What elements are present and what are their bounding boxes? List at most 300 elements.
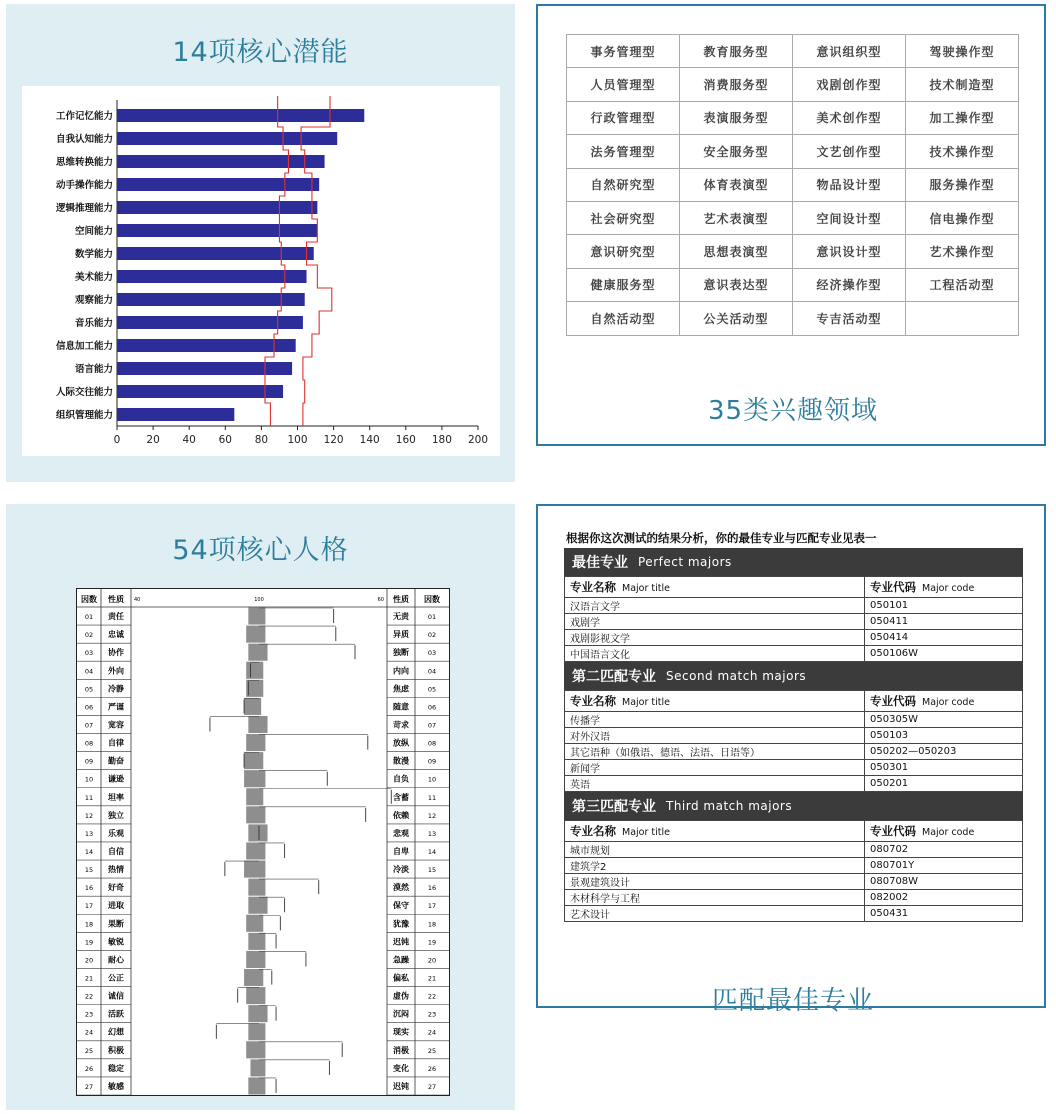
interest-cell: 安全服务型 bbox=[680, 135, 793, 168]
interest-cell: 驾驶操作型 bbox=[906, 35, 1019, 68]
factor-no-right: 18 bbox=[427, 920, 437, 929]
factor-no-right: 16 bbox=[427, 884, 437, 893]
trait-left-label: 稳定 bbox=[108, 1063, 124, 1073]
trait-left-label: 忠诚 bbox=[108, 630, 124, 640]
col-name-label: 专业名称 bbox=[570, 824, 616, 838]
trait-right-label: 保守 bbox=[393, 901, 409, 911]
trait-left-label: 幻想 bbox=[108, 1027, 124, 1037]
majors-tables bbox=[564, 548, 1023, 922]
x-tick-label: 60 bbox=[218, 434, 232, 446]
interest-row bbox=[567, 302, 1019, 335]
major-row bbox=[565, 728, 1023, 744]
trait-right-label: 迟钝 bbox=[393, 1081, 409, 1091]
major-row bbox=[565, 744, 1023, 760]
col-code-label-en: Major code bbox=[922, 827, 975, 838]
majors-title: 匹配最佳专业 bbox=[711, 986, 874, 1016]
major-code: 050414 bbox=[865, 630, 1023, 646]
col-name-header bbox=[565, 821, 865, 842]
major-name: 艺术设计 bbox=[565, 906, 865, 922]
trait-left-label: 公正 bbox=[108, 973, 124, 983]
trait-right-label: 含蓄 bbox=[393, 792, 409, 802]
factor-no-left: 18 bbox=[84, 920, 94, 929]
norm-band bbox=[244, 770, 265, 787]
interest-table bbox=[566, 34, 1019, 336]
major-name: 城市规划 bbox=[565, 842, 865, 858]
trait-right-label: 焦虑 bbox=[393, 684, 409, 694]
factor-no-left: 15 bbox=[84, 866, 94, 875]
major-code: 050431 bbox=[865, 906, 1023, 922]
major-row bbox=[565, 890, 1023, 906]
interest-cell: 法务管理型 bbox=[567, 135, 680, 168]
trait-right-label: 苛求 bbox=[393, 720, 409, 730]
norm-band bbox=[248, 1077, 265, 1094]
major-row bbox=[565, 906, 1023, 922]
interest-cell: 经济操作型 bbox=[793, 268, 906, 301]
personality-panel bbox=[6, 504, 515, 1110]
majors-header-row bbox=[565, 691, 1023, 712]
major-row bbox=[565, 614, 1023, 630]
norm-band bbox=[246, 734, 265, 751]
norm-band bbox=[244, 861, 265, 878]
norm-band bbox=[248, 824, 267, 841]
major-name: 传播学 bbox=[565, 712, 865, 728]
factor-no-right: 03 bbox=[427, 649, 437, 658]
potential-category-label: 逻辑推理能力 bbox=[55, 203, 113, 214]
header-scale-right: 60 bbox=[377, 597, 384, 603]
major-name: 其它语种（如俄语、德语、法语、日语等） bbox=[565, 744, 865, 760]
interest-cell: 意识设计型 bbox=[793, 235, 906, 268]
interest-cell: 意识组织型 bbox=[793, 35, 906, 68]
norm-band bbox=[246, 1041, 265, 1058]
factor-no-right: 10 bbox=[427, 775, 437, 784]
major-name: 景观建筑设计 bbox=[565, 874, 865, 890]
major-row bbox=[565, 630, 1023, 646]
major-row bbox=[565, 858, 1023, 874]
potential-category-label: 工作记忆能力 bbox=[55, 111, 113, 122]
major-name: 对外汉语 bbox=[565, 728, 865, 744]
col-code-header bbox=[865, 821, 1023, 842]
norm-band bbox=[244, 969, 263, 986]
majors-intro: 根据你这次测试的结果分析，你的最佳专业与匹配专业见表一 bbox=[566, 531, 877, 545]
factor-no-left: 22 bbox=[84, 992, 94, 1001]
potential-category-label: 思维转换能力 bbox=[55, 157, 113, 168]
norm-band bbox=[246, 842, 265, 859]
factor-no-left: 14 bbox=[84, 848, 94, 856]
factor-no-right: 26 bbox=[427, 1064, 437, 1073]
major-code: 050101 bbox=[865, 598, 1023, 614]
header-name-right: 性质 bbox=[393, 595, 409, 604]
interest-cell: 公关活动型 bbox=[680, 302, 793, 335]
potential-category-label: 数学能力 bbox=[74, 249, 113, 260]
norm-band bbox=[248, 897, 267, 914]
trait-left-label: 敏锐 bbox=[108, 937, 124, 947]
factor-no-left: 26 bbox=[84, 1064, 94, 1073]
norm-band bbox=[246, 951, 265, 968]
factor-no-right: 07 bbox=[427, 721, 437, 730]
trait-left-label: 果断 bbox=[108, 919, 124, 929]
interest-cell: 意识表达型 bbox=[680, 268, 793, 301]
factor-no-left: 10 bbox=[84, 775, 94, 784]
major-name: 新闻学 bbox=[565, 760, 865, 776]
interest-panel bbox=[536, 4, 1046, 446]
factor-no-left: 05 bbox=[84, 685, 94, 694]
x-tick-label: 20 bbox=[146, 434, 160, 446]
interest-cell: 技术操作型 bbox=[906, 135, 1019, 168]
trait-left-label: 进取 bbox=[108, 901, 124, 911]
factor-no-right: 11 bbox=[427, 793, 437, 802]
trait-left-label: 耐心 bbox=[108, 955, 124, 965]
majors-section-header bbox=[564, 548, 1023, 576]
factor-no-right: 04 bbox=[427, 667, 437, 676]
interest-row bbox=[567, 201, 1019, 234]
major-name: 英语 bbox=[565, 776, 865, 792]
interest-cell: 社会研究型 bbox=[567, 201, 680, 234]
potential-category-label: 组织管理能力 bbox=[55, 410, 113, 421]
col-name-label-en: Major title bbox=[622, 583, 670, 594]
potential-category-label: 动手操作能力 bbox=[55, 180, 113, 191]
norm-band bbox=[246, 806, 265, 823]
x-tick-label: 200 bbox=[467, 434, 489, 446]
factor-no-left: 03 bbox=[84, 649, 94, 658]
norm-band bbox=[246, 626, 265, 643]
norm-band bbox=[250, 1059, 265, 1076]
major-row bbox=[565, 760, 1023, 776]
norm-band bbox=[248, 1005, 267, 1022]
interest-cell: 工程活动型 bbox=[906, 268, 1019, 301]
trait-right-label: 现实 bbox=[393, 1027, 409, 1037]
factor-no-left: 06 bbox=[84, 703, 94, 712]
trait-right-label: 依赖 bbox=[393, 810, 409, 820]
norm-band bbox=[248, 933, 265, 950]
trait-left-label: 冷静 bbox=[108, 684, 124, 694]
interest-cell: 自然研究型 bbox=[567, 168, 680, 201]
interest-cell: 加工操作型 bbox=[906, 101, 1019, 134]
norm-band bbox=[248, 879, 265, 896]
factor-no-right: 12 bbox=[427, 811, 437, 820]
major-code: 050301 bbox=[865, 760, 1023, 776]
trait-left-label: 乐观 bbox=[108, 828, 124, 838]
factor-no-left: 07 bbox=[84, 721, 94, 730]
x-tick-label: 0 bbox=[113, 434, 121, 446]
factor-no-left: 01 bbox=[84, 613, 94, 622]
factor-no-left: 25 bbox=[84, 1046, 94, 1055]
norm-band-line bbox=[265, 96, 288, 426]
majors-table bbox=[564, 576, 1023, 662]
interest-cell: 健康服务型 bbox=[567, 268, 680, 301]
norm-band bbox=[248, 716, 267, 733]
interest-cell: 人员管理型 bbox=[567, 68, 680, 101]
factor-no-right: 17 bbox=[427, 902, 437, 911]
trait-right-label: 散漫 bbox=[393, 756, 409, 766]
trait-right-label: 放纵 bbox=[393, 738, 409, 748]
trait-right-label: 犹豫 bbox=[393, 919, 409, 929]
potential-category-label: 空间能力 bbox=[74, 226, 113, 237]
factor-no-right: 02 bbox=[427, 631, 437, 640]
personality-chart-svg bbox=[77, 589, 449, 1095]
factor-no-left: 24 bbox=[84, 1028, 94, 1037]
interest-cell: 自然活动型 bbox=[567, 302, 680, 335]
x-tick-label: 160 bbox=[395, 434, 416, 446]
factor-no-left: 23 bbox=[84, 1010, 94, 1019]
trait-right-label: 悲观 bbox=[393, 828, 409, 838]
factor-no-left: 08 bbox=[84, 739, 94, 748]
factor-no-right: 22 bbox=[427, 992, 437, 1001]
personality-title: 54项核心人格 bbox=[172, 535, 349, 566]
factor-no-right: 06 bbox=[427, 703, 437, 712]
potential-bar bbox=[117, 293, 305, 306]
major-row bbox=[565, 598, 1023, 614]
major-row bbox=[565, 646, 1023, 662]
factor-no-left: 20 bbox=[84, 956, 94, 965]
trait-right-label: 消极 bbox=[393, 1045, 409, 1055]
col-name-header bbox=[565, 691, 865, 712]
major-code: 080702 bbox=[865, 842, 1023, 858]
interest-row bbox=[567, 135, 1019, 168]
interest-cell: 美术创作型 bbox=[793, 101, 906, 134]
norm-band bbox=[246, 662, 263, 679]
interest-cell bbox=[906, 302, 1019, 335]
col-name-label-en: Major title bbox=[622, 827, 670, 838]
header-no-left: 因数 bbox=[81, 595, 97, 604]
potential-bar bbox=[117, 109, 364, 122]
majors-header-row bbox=[565, 821, 1023, 842]
factor-no-left: 12 bbox=[84, 811, 94, 820]
interest-row bbox=[567, 168, 1019, 201]
factor-no-right: 14 bbox=[427, 848, 437, 856]
interest-cell: 思想表演型 bbox=[680, 235, 793, 268]
interest-cell: 文艺创作型 bbox=[793, 135, 906, 168]
major-row bbox=[565, 776, 1023, 792]
major-name: 中国语言文化 bbox=[565, 646, 865, 662]
trait-right-label: 迟钝 bbox=[393, 937, 409, 947]
factor-no-left: 27 bbox=[84, 1082, 94, 1091]
factor-no-left: 02 bbox=[84, 631, 94, 640]
x-tick-label: 40 bbox=[182, 434, 196, 446]
trait-left-label: 好奇 bbox=[108, 883, 124, 893]
col-name-header bbox=[565, 577, 865, 598]
trait-right-label: 沉闷 bbox=[393, 1009, 409, 1019]
potential-bar bbox=[117, 408, 234, 421]
section-title: 最佳专业 bbox=[572, 555, 628, 571]
interest-cell: 教育服务型 bbox=[680, 35, 793, 68]
major-code: 050103 bbox=[865, 728, 1023, 744]
potential-category-label: 自我认知能力 bbox=[55, 134, 113, 145]
potential-bar bbox=[117, 247, 314, 260]
trait-right-label: 冷淡 bbox=[393, 865, 409, 875]
interest-cell: 信电操作型 bbox=[906, 201, 1019, 234]
factor-no-right: 09 bbox=[427, 757, 437, 766]
trait-left-label: 诚信 bbox=[108, 991, 124, 1001]
norm-band bbox=[244, 698, 261, 715]
norm-band bbox=[246, 915, 263, 932]
trait-left-label: 勤奋 bbox=[108, 756, 124, 766]
norm-band bbox=[244, 752, 263, 769]
interest-cell: 消费服务型 bbox=[680, 68, 793, 101]
trait-left-label: 谦逊 bbox=[108, 774, 124, 784]
x-tick-label: 100 bbox=[287, 434, 308, 446]
potential-bar bbox=[117, 201, 317, 214]
norm-band bbox=[246, 987, 265, 1004]
interest-row bbox=[567, 35, 1019, 68]
trait-left-label: 严谨 bbox=[108, 702, 124, 712]
col-code-label-en: Major code bbox=[922, 697, 975, 708]
factor-no-left: 04 bbox=[84, 667, 94, 676]
trait-left-label: 坦率 bbox=[108, 792, 124, 802]
trait-right-label: 自卑 bbox=[393, 847, 409, 856]
factor-no-right: 24 bbox=[427, 1028, 437, 1037]
majors-table bbox=[564, 820, 1023, 922]
factor-no-right: 27 bbox=[427, 1082, 437, 1091]
trait-left-label: 自信 bbox=[108, 847, 124, 856]
major-code: 082002 bbox=[865, 890, 1023, 906]
trait-right-label: 虚伪 bbox=[393, 991, 409, 1001]
interest-cell: 行政管理型 bbox=[567, 101, 680, 134]
factor-no-right: 05 bbox=[427, 685, 437, 694]
trait-left-label: 热情 bbox=[108, 865, 124, 875]
trait-right-label: 无责 bbox=[393, 612, 409, 622]
trait-left-label: 敏感 bbox=[108, 1081, 124, 1091]
section-title-en: Second match majors bbox=[666, 669, 807, 683]
factor-no-right: 23 bbox=[427, 1010, 437, 1019]
factor-no-left: 19 bbox=[84, 938, 94, 947]
factor-no-right: 08 bbox=[427, 739, 437, 748]
major-code: 080701Y bbox=[865, 858, 1023, 874]
interest-row bbox=[567, 268, 1019, 301]
factor-no-left: 09 bbox=[84, 757, 94, 766]
potential-category-label: 美术能力 bbox=[74, 272, 113, 283]
major-name: 建筑学2 bbox=[565, 858, 865, 874]
x-tick-label: 180 bbox=[431, 434, 452, 446]
norm-band bbox=[248, 1023, 265, 1040]
majors-panel bbox=[536, 504, 1046, 1016]
col-name-label-en: Major title bbox=[622, 697, 670, 708]
factor-no-right: 13 bbox=[427, 829, 437, 838]
col-code-label: 专业代码 bbox=[870, 694, 916, 708]
trait-right-label: 自负 bbox=[393, 774, 409, 784]
col-name-label: 专业名称 bbox=[570, 580, 616, 594]
interest-row bbox=[567, 235, 1019, 268]
major-code: 080708W bbox=[865, 874, 1023, 890]
trait-right-label: 独断 bbox=[393, 648, 409, 658]
major-code: 050106W bbox=[865, 646, 1023, 662]
major-name: 戏剧影视文学 bbox=[565, 630, 865, 646]
norm-band bbox=[248, 644, 267, 661]
trait-right-label: 偏私 bbox=[393, 973, 409, 983]
major-code: 050201 bbox=[865, 776, 1023, 792]
major-code: 050305W bbox=[865, 712, 1023, 728]
interest-cell: 表演服务型 bbox=[680, 101, 793, 134]
interest-cell: 意识研究型 bbox=[567, 235, 680, 268]
trait-left-label: 责任 bbox=[108, 612, 124, 622]
potential-category-label: 信息加工能力 bbox=[55, 341, 113, 352]
factor-no-right: 21 bbox=[427, 974, 437, 983]
personality-chart bbox=[76, 588, 450, 1096]
trait-right-label: 异质 bbox=[393, 630, 409, 640]
majors-table bbox=[564, 690, 1023, 792]
x-tick-label: 120 bbox=[323, 434, 344, 446]
trait-left-label: 积极 bbox=[108, 1045, 124, 1055]
potential-bar bbox=[117, 132, 337, 145]
interest-cell: 空间设计型 bbox=[793, 201, 906, 234]
factor-no-left: 13 bbox=[84, 829, 94, 838]
norm-band-line bbox=[301, 96, 332, 426]
major-name: 戏剧学 bbox=[565, 614, 865, 630]
trait-right-label: 急躁 bbox=[393, 955, 409, 965]
potential-bar bbox=[117, 339, 296, 352]
trait-left-label: 宽容 bbox=[108, 720, 124, 730]
interest-cell: 事务管理型 bbox=[567, 35, 680, 68]
potential-bar bbox=[117, 362, 292, 375]
interest-cell: 技术制造型 bbox=[906, 68, 1019, 101]
potential-panel bbox=[6, 4, 515, 482]
factor-no-right: 20 bbox=[427, 956, 437, 965]
section-title: 第二匹配专业 bbox=[572, 669, 656, 685]
potential-category-label: 观察能力 bbox=[74, 295, 113, 306]
section-title-en: Third match majors bbox=[666, 799, 793, 813]
interest-cell: 服务操作型 bbox=[906, 168, 1019, 201]
interest-cell: 专吉活动型 bbox=[793, 302, 906, 335]
major-name: 木材科学与工程 bbox=[565, 890, 865, 906]
trait-left-label: 外向 bbox=[108, 666, 124, 676]
potential-bar bbox=[117, 224, 317, 237]
factor-no-left: 17 bbox=[84, 902, 94, 911]
potential-chart bbox=[22, 86, 500, 456]
col-code-header bbox=[865, 691, 1023, 712]
factor-no-right: 19 bbox=[427, 938, 437, 947]
major-row bbox=[565, 712, 1023, 728]
interest-row bbox=[567, 101, 1019, 134]
col-code-label: 专业代码 bbox=[870, 580, 916, 594]
potential-title: 14项核心潜能 bbox=[172, 37, 349, 68]
trait-right-label: 变化 bbox=[393, 1063, 409, 1073]
section-title: 第三匹配专业 bbox=[572, 799, 656, 815]
header-scale-left: 40 bbox=[134, 597, 141, 603]
norm-band bbox=[248, 608, 265, 625]
potential-bar bbox=[117, 178, 319, 191]
norm-band bbox=[246, 788, 263, 805]
header-no-right: 因数 bbox=[424, 595, 440, 604]
interest-title: 35类兴趣领域 bbox=[707, 396, 879, 426]
trait-left-label: 自律 bbox=[108, 738, 124, 748]
interest-cell: 艺术操作型 bbox=[906, 235, 1019, 268]
trait-left-label: 独立 bbox=[108, 810, 124, 820]
majors-header-row bbox=[565, 577, 1023, 598]
factor-no-left: 21 bbox=[84, 974, 94, 983]
interest-cell: 物品设计型 bbox=[793, 168, 906, 201]
potential-bar bbox=[117, 316, 303, 329]
potential-category-label: 语言能力 bbox=[74, 364, 113, 375]
majors-section-header bbox=[564, 792, 1023, 820]
potential-chart-svg bbox=[22, 86, 500, 456]
majors-section-header bbox=[564, 662, 1023, 690]
interest-row bbox=[567, 68, 1019, 101]
trait-right-label: 漠然 bbox=[393, 883, 409, 893]
trait-left-label: 活跃 bbox=[108, 1009, 124, 1019]
potential-bar bbox=[117, 270, 307, 283]
potential-bar bbox=[117, 385, 283, 398]
major-row bbox=[565, 842, 1023, 858]
interest-cell: 体育表演型 bbox=[680, 168, 793, 201]
interest-cell: 戏剧创作型 bbox=[793, 68, 906, 101]
major-name: 汉语言文学 bbox=[565, 598, 865, 614]
interest-cell: 艺术表演型 bbox=[680, 201, 793, 234]
major-code: 050411 bbox=[865, 614, 1023, 630]
section-title-en: Perfect majors bbox=[638, 555, 732, 569]
col-code-label: 专业代码 bbox=[870, 824, 916, 838]
factor-no-right: 25 bbox=[427, 1046, 437, 1055]
header-name-left: 性质 bbox=[108, 595, 124, 604]
potential-category-label: 人际交往能力 bbox=[55, 387, 113, 398]
